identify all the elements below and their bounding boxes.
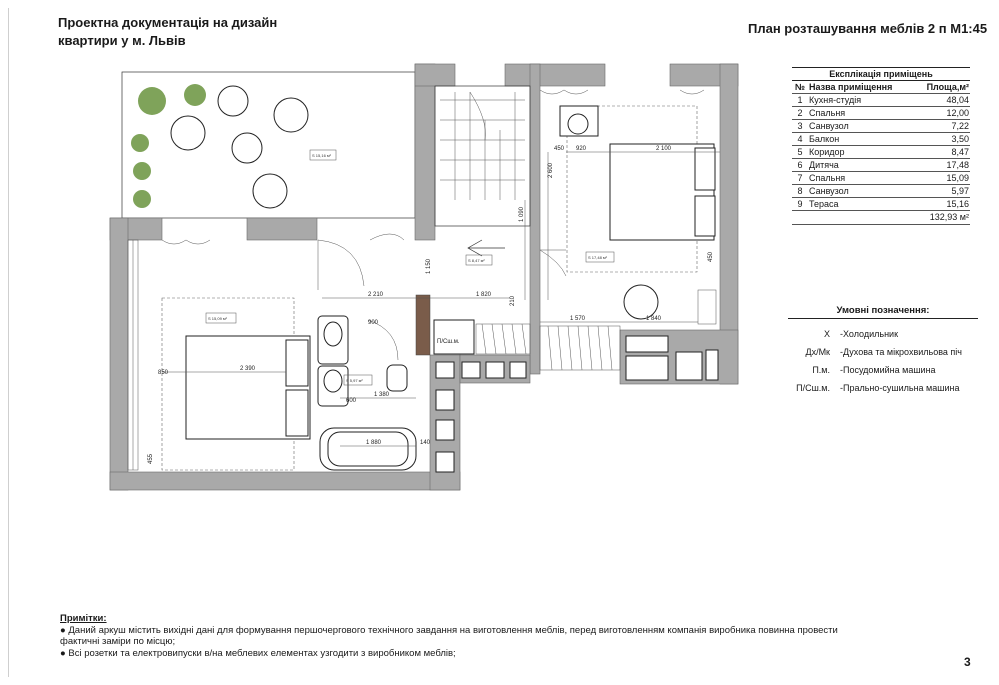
row-no: 5 [792,146,808,159]
row-no: 8 [792,185,808,198]
bedroom-left-area-tag: S 15,09 м² [208,316,227,321]
dim-1090: 1 090 [519,206,525,222]
legend-desc: -Духова та мікрохвильова піч [840,347,962,357]
dim-2390: 2 390 [240,366,256,372]
table-row [792,185,970,198]
washer-dryer [434,320,474,354]
dim-1380: 1 380 [374,392,390,398]
dim-2100: 2 100 [656,146,672,152]
table-row [792,172,970,185]
row-name: Кухня-студія [808,94,926,107]
legend-desc: -Прально-сушильна машина [840,383,960,393]
row-name: Спальня [808,172,926,185]
washer-dryer-label: П/Сш.м. [437,339,460,345]
row-no: 2 [792,107,808,120]
kids-room-area-tag: S 17,48 м² [588,255,607,260]
dim-1820: 1 820 [476,292,492,298]
floor-plan [100,60,780,500]
row-area: 5,97 [926,185,970,198]
legend-key: П/Сш.м. [796,383,830,393]
row-name: Спальня [808,107,926,120]
row-name: Санвузол [808,120,926,133]
dim-210: 210 [510,295,516,306]
note-line: ● Всі розетки та електровипуски в/на меблевих елементах узгодити з виробником меблів; [60,647,456,659]
legend-item [788,325,978,343]
table-row [792,94,970,107]
plan-title: План розташування меблів 2 п М1:45 [748,21,988,36]
note-line: фактичні заміри по місцю; [60,636,176,647]
doors [318,234,566,290]
dim-455: 455 [148,453,154,464]
explication-header-row [792,81,970,94]
explication-table [792,67,970,225]
notes [60,613,920,659]
row-name: Балкон [808,133,926,146]
row-area: 48,04 [926,94,970,107]
dim-1840: 1 840 [646,316,662,322]
legend-item [788,379,978,397]
page-number: 3 [964,655,971,669]
notes-title: Примітки: [60,613,107,624]
staircase [435,86,530,256]
bathroom [318,316,416,470]
dim-1880: 1 880 [366,440,382,446]
explication-total: 132,93 м² [792,211,970,225]
row-area: 15,09 [926,172,970,185]
row-name: Тераса [808,198,926,211]
table-row [792,133,970,146]
legend [788,305,978,397]
col-area: Площа,м² [926,82,969,92]
dim-1570: 1 570 [570,316,586,322]
legend-key: П.м. [812,365,830,375]
table-row [792,198,970,211]
note-line: ● Даний аркуш містить вихідні дані для формування першочергового технічного завдання на виготовлення меблів, перед виготовленням компанія виробника повинна провести [60,624,838,636]
row-area: 12,00 [926,107,970,120]
legend-desc: -Посудомийна машина [840,365,936,375]
bedroom-left [128,240,310,470]
terrace-area-tag: S 15,16 м² [312,153,331,158]
row-no: 7 [792,172,808,185]
dim-850: 850 [158,370,169,376]
row-area: 7,22 [926,120,970,133]
row-no: 4 [792,133,808,146]
kids-room [540,90,716,324]
terrace [122,72,415,218]
document-title: Проектна документація на дизайн квартири у м. Львів [58,15,278,48]
dim-600: 600 [346,398,357,404]
bathroom-area-tag: S 5,97 м² [346,378,363,383]
row-area: 8,47 [926,146,970,159]
explication-title: Експлікація приміщень [792,67,970,81]
row-name: Коридор [808,146,926,159]
row-area: 3,50 [926,133,970,146]
row-no: 6 [792,159,808,172]
legend-desc: -Холодильник [840,329,899,339]
dim-900: 900 [368,320,379,326]
table-row [792,120,970,133]
row-area: 15,16 [926,198,970,211]
dim-920: 920 [576,146,587,152]
row-name: Санвузол [808,185,926,198]
dim-450-side: 450 [708,251,714,262]
legend-key: Дх/Мк [805,347,830,357]
dim-1150: 1 150 [426,258,432,274]
col-name: Назва приміщення [808,81,926,94]
row-no: 9 [792,198,808,211]
dim-140: 140 [420,440,431,446]
table-row [792,146,970,159]
row-area: 17,48 [926,159,970,172]
legend-item [788,361,978,379]
legend-item [788,343,978,361]
corridor-area-tag: S 8,47 м² [468,258,485,263]
row-no: 1 [792,94,808,107]
dim-2210: 2 210 [368,292,384,298]
dim-450-top: 450 [554,146,565,152]
col-no: № [792,81,808,94]
legend-title: Умовні позначення: [788,305,978,319]
dim-2600: 2 600 [548,162,554,178]
table-row [792,107,970,120]
row-name: Дитяча [808,159,926,172]
table-row [792,159,970,172]
row-no: 3 [792,120,808,133]
legend-key: Х [823,329,830,339]
